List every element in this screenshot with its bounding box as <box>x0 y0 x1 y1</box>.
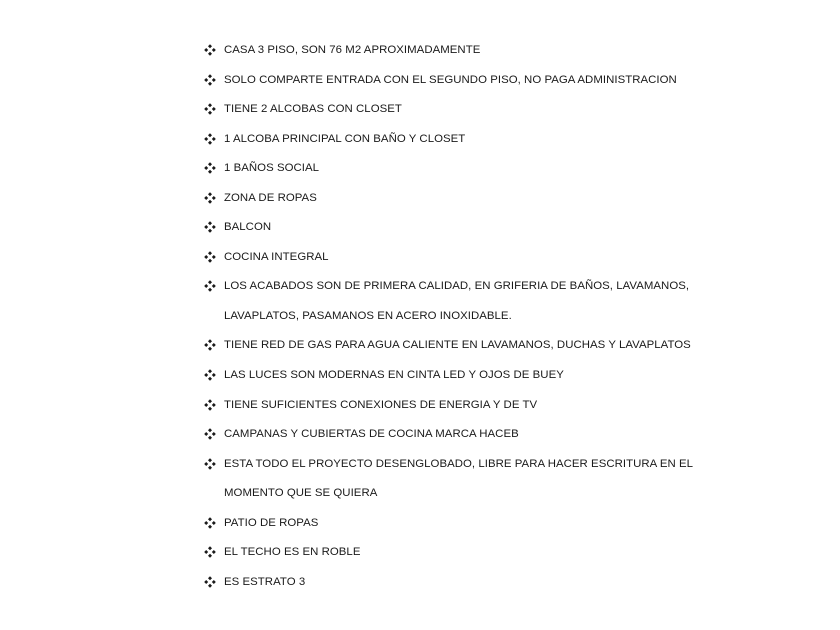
four-diamond-bullet-icon <box>204 74 216 86</box>
list-item-text: LOS ACABADOS SON DE PRIMERA CALIDAD, EN GRIFERIA DE BAÑOS, LAVAMANOS, <box>224 280 690 293</box>
list-item <box>204 158 804 188</box>
four-diamond-bullet-icon <box>204 339 216 351</box>
list-item-text: TIENE 2 ALCOBAS CON CLOSET <box>224 103 402 116</box>
list-item <box>204 454 804 484</box>
list-item <box>204 513 804 543</box>
list-item <box>204 395 804 425</box>
list-item-text: EL TECHO ES EN ROBLE <box>224 546 361 559</box>
four-diamond-bullet-icon <box>204 44 216 56</box>
list-item <box>204 129 804 159</box>
four-diamond-bullet-icon <box>204 133 216 145</box>
four-diamond-bullet-icon <box>204 428 216 440</box>
list-item <box>204 572 804 602</box>
list-item <box>204 424 804 454</box>
list-item-text: MOMENTO QUE SE QUIERA <box>224 487 378 500</box>
four-diamond-bullet-icon <box>204 103 216 115</box>
list-item-text: 1 BAÑOS SOCIAL <box>224 162 320 175</box>
list-item <box>204 542 804 572</box>
list-item-text: LAS LUCES SON MODERNAS EN CINTA LED Y OJOS DE BUEY <box>224 369 564 382</box>
four-diamond-bullet-icon <box>204 251 216 263</box>
four-diamond-bullet-icon <box>204 369 216 381</box>
four-diamond-bullet-icon <box>204 280 216 292</box>
list-item-text: TIENE SUFICIENTES CONEXIONES DE ENERGIA Y DE TV <box>224 398 538 411</box>
list-item <box>204 70 804 100</box>
list-item-continuation <box>204 306 804 336</box>
list-item-text: TIENE RED DE GAS PARA AGUA CALIENTE EN LAVAMANOS, DUCHAS Y LAVAPLATOS <box>224 339 691 352</box>
four-diamond-bullet-icon <box>204 399 216 411</box>
list-item <box>204 365 804 395</box>
list-item-text: ES ESTRATO 3 <box>224 575 306 588</box>
list-item <box>204 99 804 129</box>
four-diamond-bullet-icon <box>204 576 216 588</box>
list-item-text: CASA 3 PISO, SON 76 M2 APROXIMADAMENTE <box>224 44 481 56</box>
list-item-continuation <box>204 483 804 513</box>
four-diamond-bullet-icon <box>204 517 216 529</box>
feature-list <box>204 40 804 601</box>
list-item <box>204 217 804 247</box>
list-item-text: LAVAPLATOS, PASAMANOS EN ACERO INOXIDABLE. <box>224 309 512 322</box>
list-item-text: CAMPANAS Y CUBIERTAS DE COCINA MARCA HACEB <box>224 428 519 441</box>
list-item <box>204 247 804 277</box>
four-diamond-bullet-icon <box>204 458 216 470</box>
list-item-text: SOLO COMPARTE ENTRADA CON EL SEGUNDO PISO, NO PAGA ADMINISTRACION <box>224 73 677 86</box>
list-item <box>204 276 804 306</box>
four-diamond-bullet-icon <box>204 546 216 558</box>
list-item-text: PATIO DE ROPAS <box>224 516 319 529</box>
list-item-text: BALCON <box>224 221 272 234</box>
four-diamond-bullet-icon <box>204 162 216 174</box>
four-diamond-bullet-icon <box>204 192 216 204</box>
list-item <box>204 188 804 218</box>
list-item-text: 1 ALCOBA PRINCIPAL CON BAÑO Y CLOSET <box>224 132 466 145</box>
list-item <box>204 40 804 70</box>
list-item-text: ESTA TODO EL PROYECTO DESENGLOBADO, LIBRE PARA HACER ESCRITURA EN EL <box>224 457 694 470</box>
list-item-text: COCINA INTEGRAL <box>224 250 329 263</box>
list-item-text: ZONA DE ROPAS <box>224 191 317 204</box>
four-diamond-bullet-icon <box>204 221 216 233</box>
list-item <box>204 335 804 365</box>
